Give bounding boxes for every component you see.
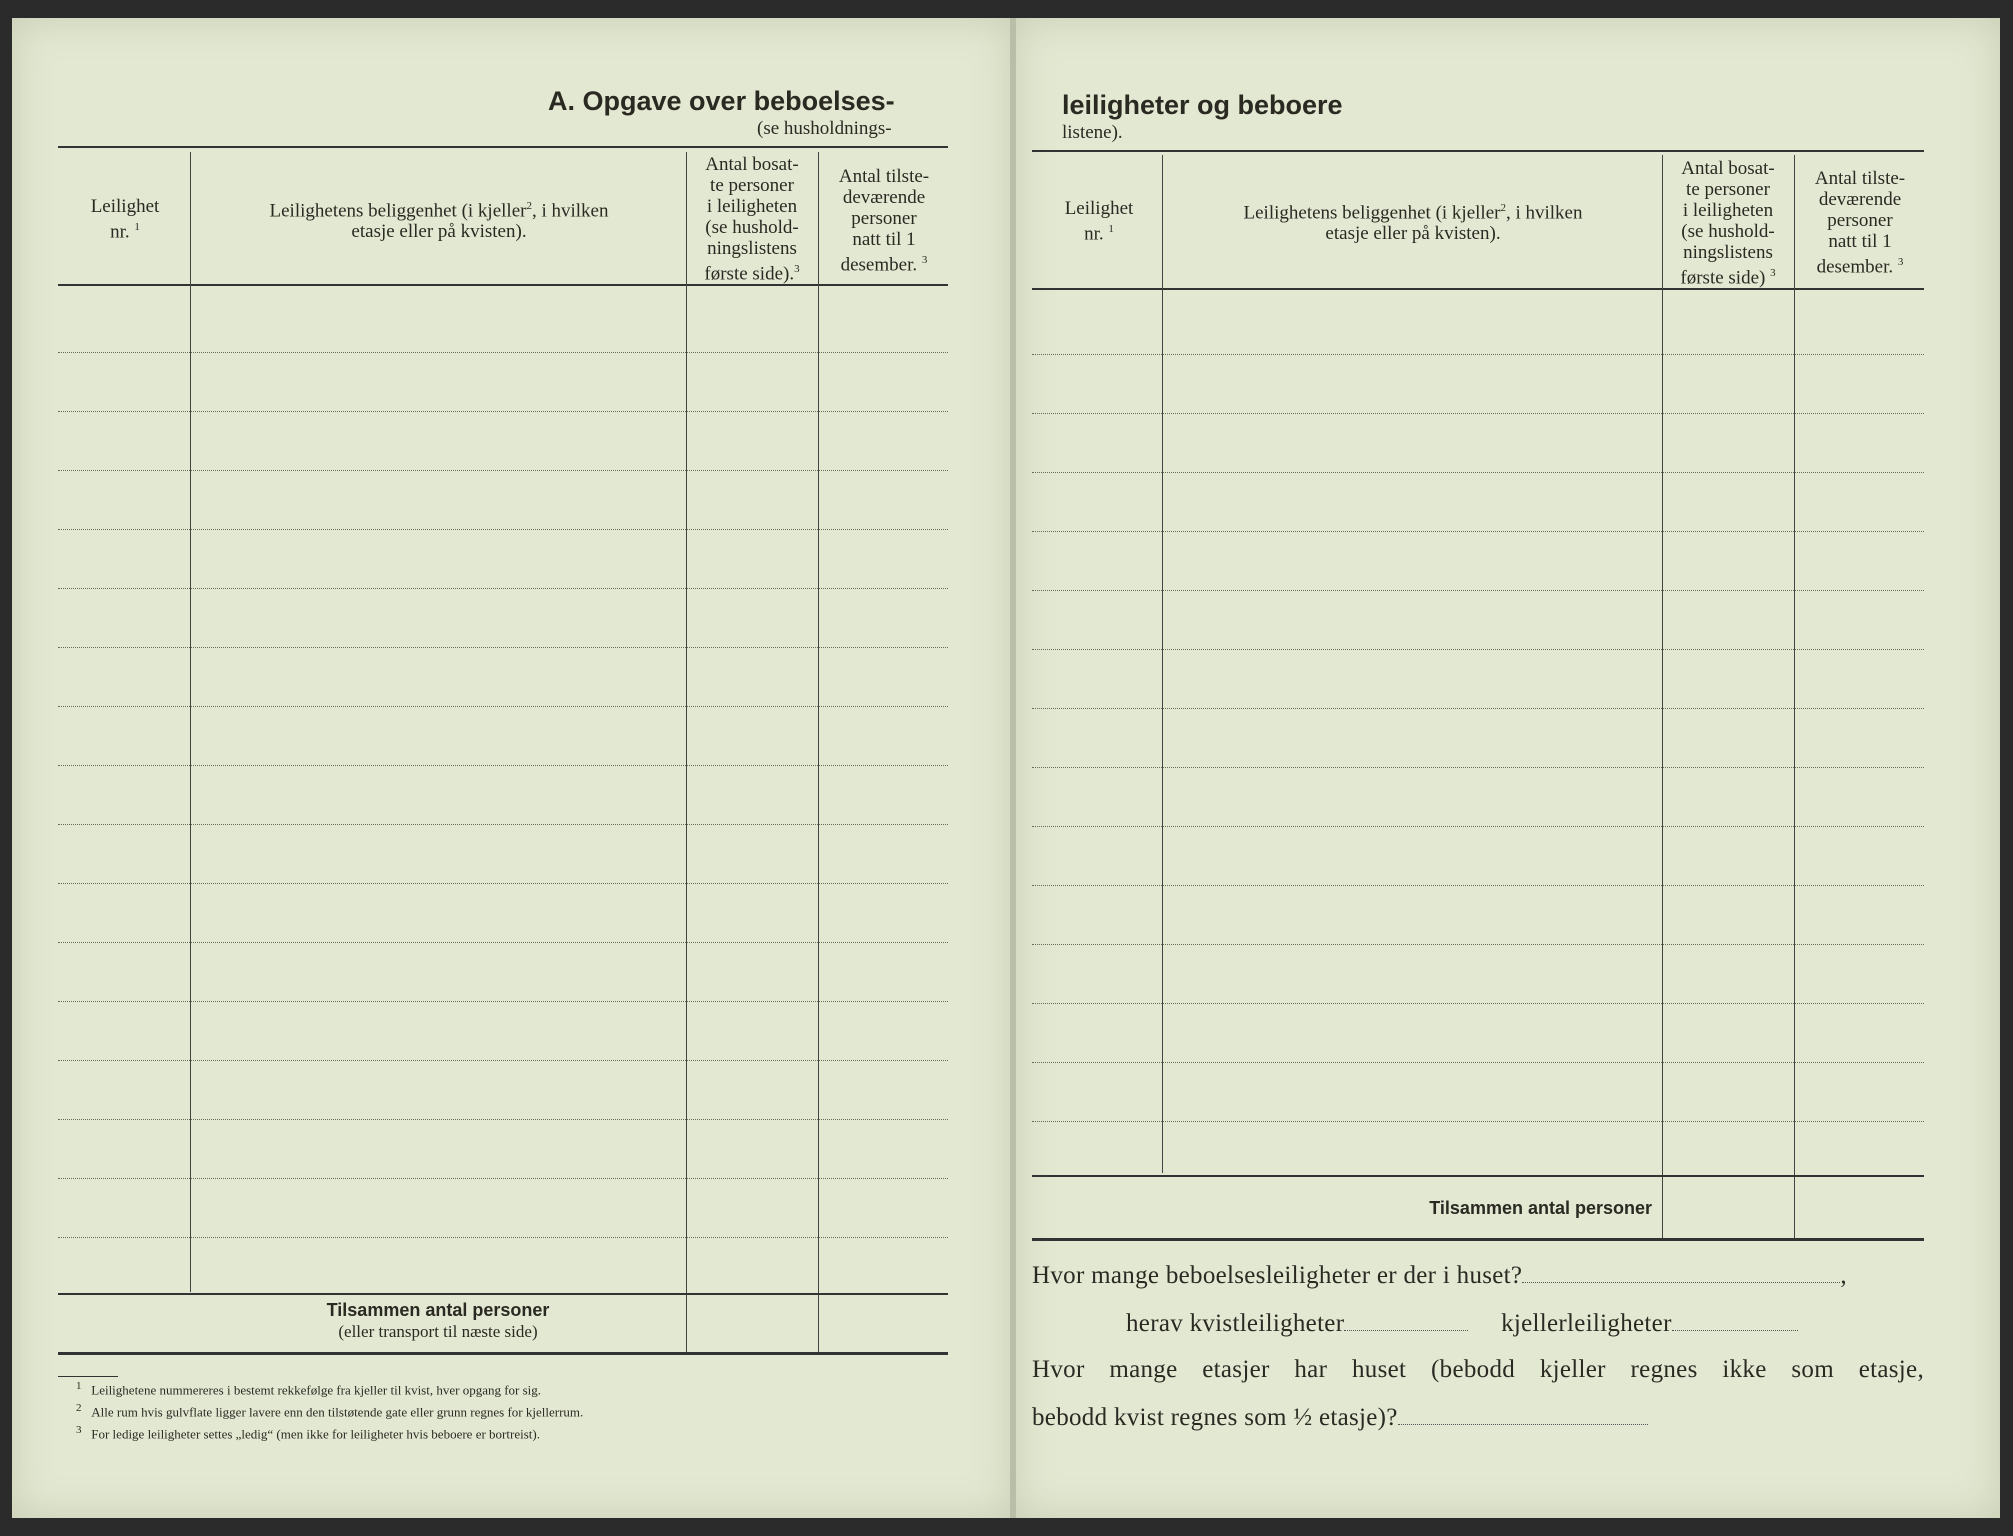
right-row-rule [1032, 1003, 1924, 1004]
right-row-rule [1032, 767, 1924, 768]
left-row-rule [58, 1237, 948, 1238]
right-header-apartment-no: Leilighet nr. $^1$ [1064, 198, 1134, 245]
right-title: leiligheter og beboere [1062, 90, 1343, 120]
left-col-divider-3 [818, 152, 819, 1352]
left-row-rule [58, 470, 948, 471]
answer-attic-field[interactable] [1344, 1330, 1468, 1331]
left-row-rule [58, 1178, 948, 1179]
right-table-top-rule [1032, 150, 1924, 152]
right-row-rule [1032, 531, 1924, 532]
left-total-label: Tilsammen antal personer [326, 1300, 550, 1320]
left-col-divider-2 [686, 152, 687, 1352]
left-total-sub: (eller transport til næste side) [338, 1322, 538, 1341]
right-row-rule [1032, 1062, 1924, 1063]
footnote-1: $^1$ Leilighetene nummereres i bestemt rekkefølge fra kjeller til kvist, hver opgang for sig. [76, 1380, 542, 1398]
footnote-2: $^2$ Alle rum hvis gulvflate ligger lavere enn den tilstøtende gate eller grunn regnes for kjellerrum. [76, 1402, 584, 1420]
right-row-rule [1032, 885, 1924, 886]
left-row-rule [58, 824, 948, 825]
right-row-rule [1032, 1121, 1924, 1122]
left-row-rule [58, 647, 948, 648]
left-row-rule [58, 942, 948, 943]
left-header-present-count: Antal tilste- deværende personer natt til 1 desember. $^3$ [838, 166, 930, 276]
left-row-rule [58, 1060, 948, 1061]
left-header-resident-count: Antal bosat- te personer i leiligheten (se hushold- ningslistens første side).$^3$ [704, 154, 800, 285]
right-total-rule [1032, 1175, 1924, 1177]
left-total-rule [58, 1293, 948, 1295]
left-header-location: Leilighetens beliggenhet (i kjeller$^2$, i hvilken etasje eller på kvisten). [269, 200, 609, 243]
right-row-rule [1032, 649, 1924, 650]
left-row-rule [58, 706, 948, 707]
answer-cellar-field[interactable] [1672, 1330, 1798, 1331]
right-row-rule [1032, 944, 1924, 945]
question-apartment-count: Hvor mange beboelsesleiligheter er der i huset? , [1032, 1262, 1847, 1289]
right-row-rule [1032, 354, 1924, 355]
left-header-apartment-no: Leilighet nr. $^1$ [90, 196, 160, 243]
left-table-top-rule [58, 146, 948, 148]
left-row-rule [58, 411, 948, 412]
left-row-rule [58, 765, 948, 766]
footnote-separator [58, 1376, 118, 1377]
right-row-rule [1032, 826, 1924, 827]
right-row-rule [1032, 413, 1924, 414]
right-col-divider-2 [1662, 155, 1663, 1238]
question-attic-cellar: herav kvistleiligheter kjellerleiligheter [1126, 1310, 1798, 1338]
right-total-label: Tilsammen antal personer [1429, 1198, 1652, 1218]
left-row-rule [58, 1001, 948, 1002]
left-title: A. Opgave over beboelses- [548, 86, 895, 116]
right-row-rule [1032, 708, 1924, 709]
right-row-rule [1032, 472, 1924, 473]
left-col-divider-1 [190, 152, 191, 1292]
left-table-bottom-rule [58, 1352, 948, 1355]
right-subtitle: listene). [1062, 122, 1123, 143]
right-header-present-count: Antal tilste- deværende personer natt til 1 desember. $^3$ [1814, 168, 1906, 278]
left-row-rule [58, 1119, 948, 1120]
page-fold [1010, 18, 1016, 1518]
answer-floors-field[interactable] [1398, 1424, 1648, 1425]
right-row-rule [1032, 590, 1924, 591]
right-table-bottom-rule [1032, 1238, 1924, 1241]
right-header-location: Leilighetens beliggenhet (i kjeller$^2$, i hvilken etasje eller på kvisten). [1243, 202, 1583, 245]
answer-apartment-count-field[interactable] [1522, 1282, 1840, 1283]
left-row-rule [58, 352, 948, 353]
right-header-resident-count: Antal bosat- te personer i leiligheten (se hushold- ningslistens første side) $^3$ [1680, 158, 1776, 289]
right-col-divider-3 [1794, 155, 1795, 1238]
left-subtitle: (se husholdnings- [757, 118, 892, 139]
left-row-rule [58, 529, 948, 530]
question-floors-line2: bebodd kvist regnes som ½ etasje)? [1032, 1404, 1648, 1432]
right-col-divider-1 [1162, 155, 1163, 1173]
left-row-rule [58, 588, 948, 589]
footnote-3: $^3$ For ledige leiligheter settes „ledig“ (men ikke for leiligheter hvis beboere er bortreist). [76, 1424, 540, 1442]
left-row-rule [58, 883, 948, 884]
question-floors-line1: Hvor mange etasjer har huset (bebodd kjeller regnes ikke som etasje, [1032, 1356, 1924, 1383]
